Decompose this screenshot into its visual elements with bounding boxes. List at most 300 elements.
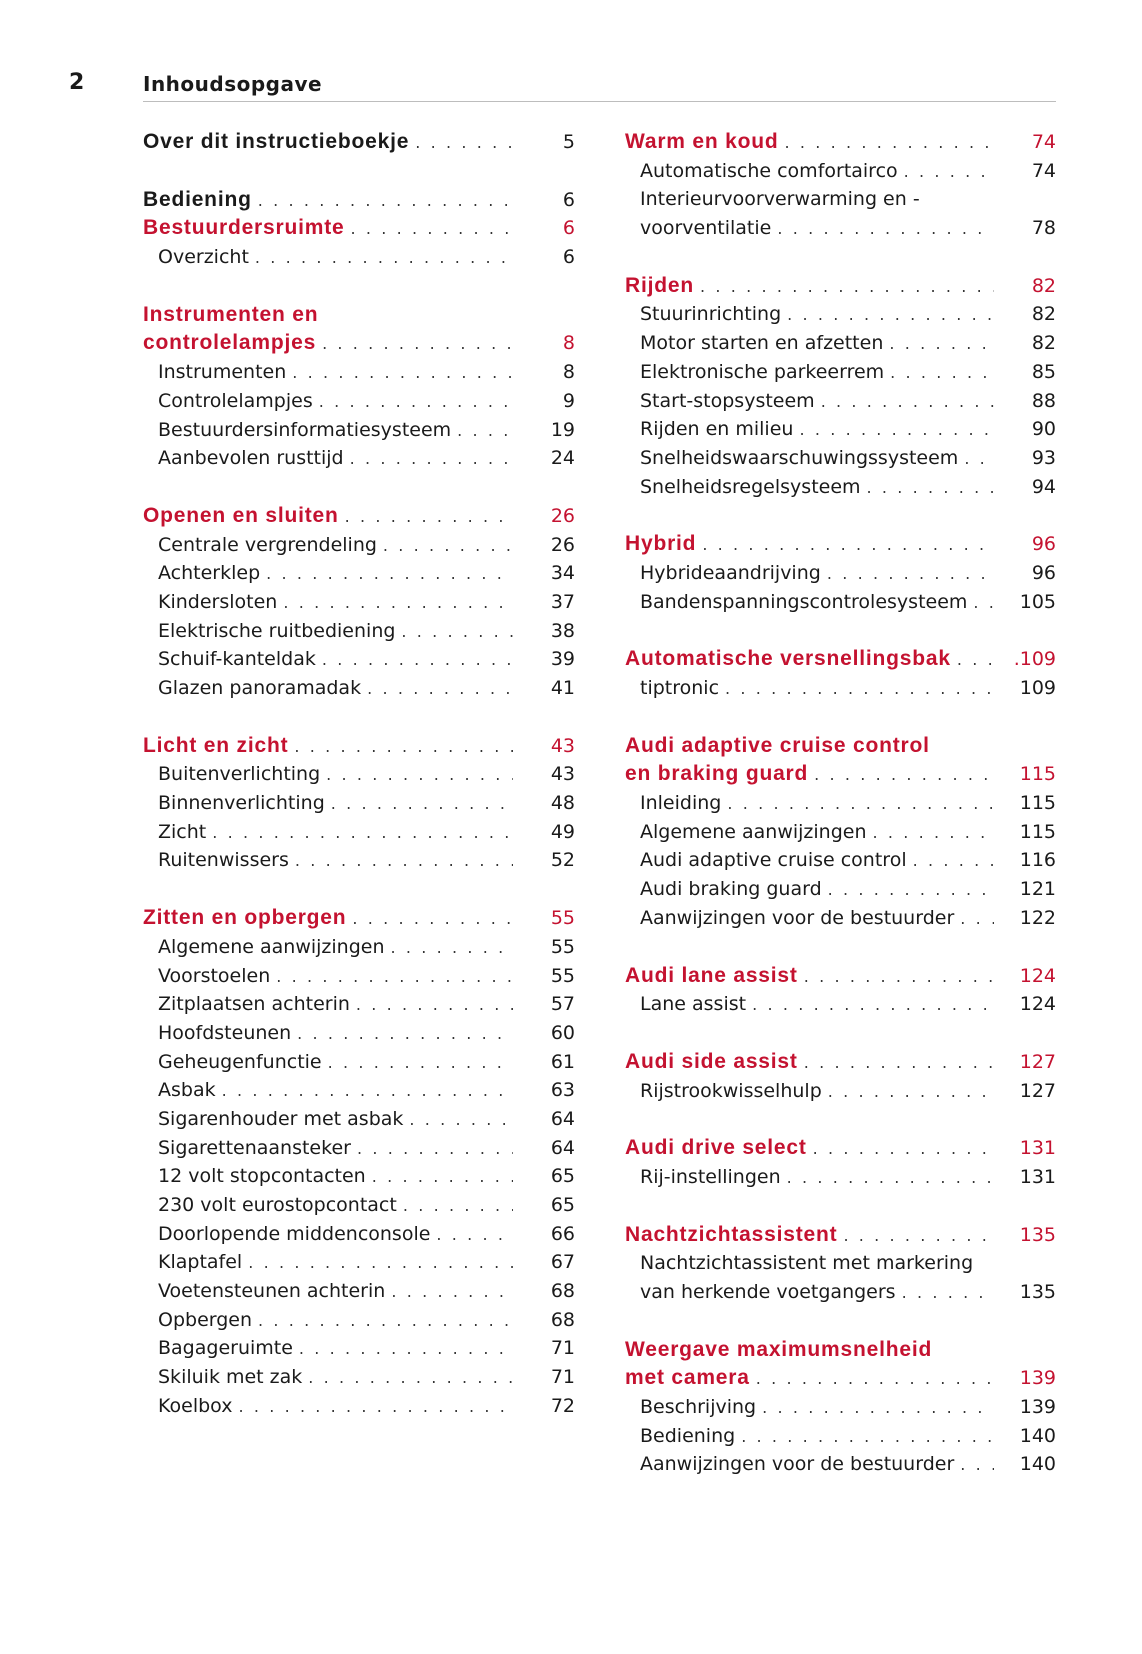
section-heading-page: 5 (562, 131, 575, 153)
dot-leader (255, 244, 513, 273)
toc-entry-label: Glazen panoramadak (158, 677, 362, 699)
dot-leader (295, 847, 513, 876)
dot-leader (403, 1192, 513, 1221)
toc-section (625, 645, 1056, 702)
toc-entry[interactable] (625, 1450, 1056, 1479)
toc-entry[interactable] (625, 1163, 1056, 1192)
dot-leader (828, 876, 994, 905)
toc-entry-label: Elektronische parkeerrem (640, 360, 885, 383)
section-heading[interactable] (143, 732, 575, 761)
toc-right-column (625, 128, 1056, 1508)
toc-entry[interactable] (143, 933, 575, 962)
toc-entry[interactable] (143, 1105, 575, 1134)
toc-entry-label: Snelheidsregelsysteem (640, 475, 861, 498)
section-heading-page: 8 (562, 332, 575, 355)
toc-entry-label: Overzicht (158, 246, 249, 269)
section-heading[interactable] (625, 645, 1056, 674)
dot-leader (222, 1077, 513, 1106)
section-heading-label: controlelampjes (143, 331, 317, 355)
toc-entry[interactable] (625, 674, 1056, 703)
section-heading[interactable] (143, 186, 575, 215)
toc-entry[interactable] (143, 1191, 575, 1220)
section-heading-page: 131 (1019, 1137, 1056, 1160)
dot-leader (357, 1135, 513, 1164)
toc-entry-page: 82 (1031, 332, 1056, 355)
dot-leader (725, 675, 994, 704)
section-heading-label: Instrumenten en (143, 302, 319, 326)
toc-entry-page: 41 (550, 677, 575, 699)
dot-leader (752, 991, 994, 1020)
toc-section (625, 732, 1056, 933)
toc-entry[interactable] (625, 185, 1056, 214)
dot-leader (322, 646, 513, 675)
toc-entry[interactable] (625, 415, 1056, 444)
dot-leader (248, 1249, 513, 1278)
toc-entry[interactable] (143, 789, 575, 818)
toc-entry-label: Sigarenhouder met asbak (158, 1107, 404, 1130)
toc-entry[interactable] (625, 1278, 1056, 1307)
toc-entry-page: 71 (550, 1366, 575, 1389)
dot-leader (964, 445, 994, 474)
section-heading[interactable] (143, 214, 575, 243)
toc-entry-label: Voorstoelen (158, 964, 271, 987)
section-heading-label: Over dit instructieboekje (143, 130, 410, 153)
toc-entry[interactable] (143, 760, 575, 789)
toc-entry[interactable] (143, 990, 575, 1019)
toc-section (625, 1134, 1056, 1191)
toc-entry-label: Achterklep (158, 562, 261, 585)
toc-entry-label: Interieurvoorverwarming en - (640, 188, 920, 211)
toc-entry-label: Koelbox (158, 1394, 233, 1417)
toc-entry-page: 135 (1019, 1281, 1056, 1303)
toc-entry-page: 49 (550, 820, 575, 843)
toc-entry-page: 57 (550, 993, 575, 1016)
toc-entry[interactable] (143, 645, 575, 674)
section-heading-page: 82 (1031, 274, 1056, 297)
dot-leader (238, 1393, 513, 1422)
dot-leader (913, 847, 994, 876)
toc-entry-page: 39 (550, 648, 575, 671)
toc-entry-page: 140 (1019, 1453, 1056, 1476)
dot-leader (960, 905, 994, 934)
toc-entry[interactable] (625, 444, 1056, 473)
toc-entry[interactable] (143, 962, 575, 991)
toc-entry-label: Stuurinrichting (640, 303, 782, 326)
dot-leader (702, 531, 994, 560)
toc-section (625, 1336, 1056, 1479)
toc-entry-label: Controlelampjes (158, 389, 313, 412)
dot-leader (212, 819, 513, 848)
section-heading-label: met camera (625, 1366, 750, 1390)
toc-entry[interactable] (143, 1019, 575, 1048)
toc-entry-page: 48 (550, 792, 575, 815)
dot-leader (828, 1078, 994, 1107)
section-heading-label: Audi lane assist (625, 963, 798, 987)
section-heading-label: Warm en koud (625, 130, 779, 153)
toc-entry-label: Rijden en milieu (640, 418, 794, 441)
toc-entry-page: 122 (1019, 906, 1056, 929)
toc-entry-page: 88 (1031, 389, 1056, 412)
dot-leader (401, 618, 513, 647)
toc-entry-label: Asbak (158, 1079, 216, 1102)
section-heading-page: 115 (1019, 763, 1056, 786)
section-heading-page: .109 (1013, 648, 1056, 671)
toc-entry-page: 66 (550, 1222, 575, 1245)
toc-entry-label: Binnenverlichting (158, 792, 325, 815)
toc-entry-label: Audi braking guard (640, 878, 822, 901)
dot-leader (319, 388, 513, 417)
toc-entry-label: Skiluik met zak (158, 1366, 303, 1389)
dot-leader (804, 1049, 994, 1078)
dot-leader (904, 158, 994, 187)
toc-entry-label: Inleiding (640, 792, 722, 815)
dot-leader (331, 790, 513, 819)
section-heading[interactable] (143, 329, 575, 358)
dot-leader (352, 905, 513, 934)
toc-entry[interactable] (143, 588, 575, 617)
dot-leader (973, 589, 994, 618)
toc-section (625, 1221, 1056, 1307)
section-heading-label: Audi adaptive cruise control (625, 733, 930, 757)
toc-entry[interactable] (143, 1392, 575, 1421)
toc-entry[interactable] (625, 473, 1056, 502)
toc-entry[interactable] (143, 559, 575, 588)
toc-entry-label: 12 volt stopcontacten (158, 1165, 366, 1188)
section-heading-page: 124 (1019, 964, 1056, 987)
toc-entry-page: 8 (562, 361, 575, 384)
dot-leader (960, 1451, 994, 1480)
toc-entry-page: 64 (550, 1136, 575, 1159)
toc-entry-page: 124 (1019, 993, 1056, 1016)
toc-entry-page: 82 (1031, 303, 1056, 326)
toc-entry-page: 34 (550, 562, 575, 585)
dot-leader (457, 417, 513, 446)
toc-entry-label: Beschrijving (640, 1396, 757, 1419)
toc-entry-label: tiptronic (640, 677, 720, 699)
toc-entry[interactable] (143, 1162, 575, 1191)
section-heading[interactable] (143, 904, 575, 933)
section-heading-label: Audi side assist (625, 1049, 798, 1073)
section-heading-label: Licht en zicht (143, 733, 289, 757)
dot-leader (762, 1394, 994, 1423)
toc-entry-label: Ruitenwissers (158, 849, 289, 872)
toc-entry[interactable] (143, 416, 575, 445)
toc-entry[interactable] (143, 617, 575, 646)
toc-section (143, 732, 575, 875)
dot-leader (308, 1364, 513, 1393)
toc-entry-label: Zitplaatsen achterin (158, 993, 350, 1016)
section-heading[interactable] (625, 732, 1056, 761)
dot-leader (292, 359, 513, 388)
toc-entry-page: 93 (1031, 446, 1056, 469)
toc-entry-label: Aanwijzingen voor de bestuurder (640, 1453, 955, 1476)
toc-entry[interactable] (143, 818, 575, 847)
toc-entry-label: Hoofdsteunen (158, 1021, 292, 1044)
toc-entry[interactable] (625, 588, 1056, 617)
toc-entry[interactable] (143, 1076, 575, 1105)
toc-entry-label: Bandenspanningscontrolesysteem (640, 590, 968, 613)
dot-leader (415, 129, 513, 158)
toc-entry[interactable] (625, 157, 1056, 186)
toc-entry-label: Buitenverlichting (158, 763, 321, 786)
toc-entry-page: 115 (1019, 820, 1056, 843)
section-heading-label: Hybrid (625, 532, 697, 556)
toc-entry-label: voorventilatie (640, 217, 772, 240)
page-number: 2 (69, 70, 85, 95)
toc-entry[interactable] (143, 531, 575, 560)
section-heading[interactable] (625, 1048, 1056, 1077)
toc-entry[interactable] (625, 1422, 1056, 1451)
toc-entry[interactable] (143, 1048, 575, 1077)
toc-entry[interactable] (625, 1077, 1056, 1106)
toc-entry-page: 96 (1031, 561, 1056, 584)
dot-leader (777, 215, 994, 244)
dot-leader (821, 388, 994, 417)
dot-leader (804, 963, 994, 992)
toc-left-column (143, 128, 575, 1450)
section-heading[interactable] (625, 1221, 1056, 1250)
section-heading-label: Bediening (143, 187, 252, 211)
toc-entry-page: 60 (550, 1021, 575, 1044)
toc-entry[interactable] (143, 1363, 575, 1392)
toc-entry-label: Bestuurdersinformatiesysteem (158, 418, 452, 441)
toc-section (143, 128, 575, 157)
toc-entry-page: 55 (550, 964, 575, 987)
toc-entry-page: 24 (550, 447, 575, 470)
section-heading-label: Bestuurdersruimte (143, 216, 345, 240)
toc-entry[interactable] (625, 904, 1056, 933)
dot-leader (299, 1335, 513, 1364)
dot-leader (436, 1221, 513, 1250)
toc-entry[interactable] (143, 674, 575, 703)
dot-leader (799, 416, 994, 445)
section-heading[interactable] (625, 128, 1056, 157)
toc-entry-page: 9 (562, 389, 575, 412)
dot-leader (873, 819, 994, 848)
dot-leader (756, 1365, 994, 1394)
toc-entry[interactable] (625, 559, 1056, 588)
toc-entry-label: Automatische comfortairco (640, 159, 898, 182)
toc-entry-page: 67 (550, 1251, 575, 1274)
section-heading[interactable] (625, 1134, 1056, 1163)
dot-leader (902, 1279, 994, 1308)
dot-leader (283, 589, 513, 618)
toc-entry-label: Hybrideaandrijving (640, 561, 821, 584)
toc-entry-page: 85 (1031, 360, 1056, 383)
toc-entry-label: Voetensteunen achterin (158, 1280, 386, 1303)
section-heading-page: 6 (562, 188, 575, 211)
toc-entry[interactable] (625, 990, 1056, 1019)
toc-entry[interactable] (143, 1306, 575, 1335)
toc-entry-label: Start-stopsysteem (640, 389, 815, 412)
dot-leader (294, 733, 513, 762)
toc-entry[interactable] (625, 214, 1056, 243)
section-heading[interactable] (625, 1336, 1056, 1365)
toc-entry-page: 64 (550, 1107, 575, 1130)
toc-entry-page: 65 (550, 1165, 575, 1188)
dot-leader (258, 1307, 513, 1336)
toc-entry-page: 139 (1019, 1396, 1056, 1419)
toc-entry-label: Rij-instellingen (640, 1165, 781, 1188)
toc-entry-label: Bediening (640, 1424, 736, 1447)
dot-leader (276, 963, 513, 992)
toc-entry-page: 26 (550, 533, 575, 556)
toc-entry[interactable] (143, 846, 575, 875)
dot-leader (322, 330, 513, 359)
toc-entry[interactable] (625, 1393, 1056, 1422)
toc-entry[interactable] (625, 358, 1056, 387)
toc-entry[interactable] (143, 1248, 575, 1277)
section-heading-label: Weergave maximumsnelheid (625, 1337, 933, 1361)
section-heading-label: Zitten en opbergen (143, 906, 347, 930)
toc-entry-label: Rijstrookwisselhulp (640, 1079, 822, 1102)
dot-leader (258, 187, 513, 216)
dot-leader (787, 1164, 994, 1193)
section-heading-page: 96 (1031, 533, 1056, 556)
section-heading[interactable] (625, 760, 1056, 789)
toc-entry-label: van herkende voetgangers (640, 1281, 896, 1303)
toc-entry-label: Zicht (158, 820, 207, 843)
dot-leader (957, 646, 994, 675)
dot-leader (391, 934, 513, 963)
toc-entry[interactable] (143, 1134, 575, 1163)
toc-entry-label: Instrumenten (158, 361, 287, 384)
dot-leader (391, 1278, 513, 1307)
toc-section (625, 530, 1056, 616)
section-heading-label: Rijden (625, 273, 694, 297)
toc-entry-page: 43 (550, 763, 575, 786)
toc-entry-label: Snelheidswaarschuwingssysteem (640, 446, 959, 469)
toc-entry[interactable] (143, 1334, 575, 1363)
toc-entry[interactable] (625, 1249, 1056, 1278)
toc-section (625, 128, 1056, 243)
dot-leader (787, 301, 994, 330)
header-divider (143, 101, 1056, 102)
page-title: Inhoudsopgave (143, 72, 323, 96)
dot-leader (367, 675, 513, 704)
section-heading-label: Nachtzichtassistent (625, 1222, 838, 1246)
dot-leader (890, 359, 994, 388)
toc-entry[interactable] (625, 387, 1056, 416)
section-heading[interactable] (143, 301, 575, 330)
toc-entry-label: 230 volt eurostopcontact (158, 1194, 397, 1216)
toc-entry-page: 68 (550, 1308, 575, 1331)
toc-entry-label: Aanwijzingen voor de bestuurder (640, 906, 955, 929)
toc-entry-page: 94 (1031, 475, 1056, 498)
toc-entry[interactable] (625, 789, 1056, 818)
section-heading-page: 6 (562, 217, 575, 240)
toc-entry-label: Lane assist (640, 993, 747, 1016)
section-heading[interactable] (625, 1364, 1056, 1393)
toc-entry[interactable] (143, 358, 575, 387)
toc-entry-page: 72 (550, 1394, 575, 1417)
toc-entry-page: 140 (1019, 1424, 1056, 1447)
toc-section (625, 272, 1056, 502)
section-heading-page: 139 (1019, 1367, 1056, 1390)
toc-section (143, 502, 575, 703)
toc-entry-page: 131 (1019, 1165, 1056, 1188)
toc-entry-label: Klaptafel (158, 1251, 243, 1274)
section-heading[interactable] (143, 128, 575, 157)
toc-entry-page: 127 (1019, 1079, 1056, 1102)
section-heading[interactable] (143, 502, 575, 531)
toc-entry[interactable] (625, 300, 1056, 329)
toc-entry-label: Schuif-kanteldak (158, 648, 316, 671)
toc-entry[interactable] (625, 875, 1056, 904)
dot-leader (785, 129, 994, 158)
toc-entry-label: Bagageruimte (158, 1337, 293, 1360)
toc-entry-page: 19 (550, 418, 575, 441)
toc-entry-page: 55 (550, 935, 575, 958)
toc-entry-page: 116 (1019, 849, 1056, 872)
section-heading[interactable] (625, 272, 1056, 301)
dot-leader (297, 1020, 513, 1049)
section-heading-label: en braking guard (625, 762, 809, 786)
toc-entry[interactable] (143, 444, 575, 473)
section-heading[interactable] (625, 530, 1056, 559)
toc-entry[interactable] (143, 243, 575, 272)
toc-entry-page: 78 (1031, 217, 1056, 240)
toc-section (625, 962, 1056, 1019)
section-heading-label: Audi drive select (625, 1136, 807, 1160)
dot-leader (326, 761, 513, 790)
section-heading-page: 26 (550, 504, 575, 527)
toc-entry-page: 68 (550, 1280, 575, 1303)
toc-entry-page: 61 (550, 1050, 575, 1073)
toc-entry-label: Elektrische ruitbediening (158, 619, 396, 642)
dot-leader (350, 215, 513, 244)
section-heading-page: 74 (1031, 131, 1056, 153)
toc-entry[interactable] (625, 818, 1056, 847)
toc-entry-page: 38 (550, 619, 575, 642)
toc-entry-page: 63 (550, 1079, 575, 1102)
toc-entry-page: 71 (550, 1337, 575, 1360)
toc-entry[interactable] (143, 1220, 575, 1249)
toc-entry-page: 52 (550, 849, 575, 872)
dot-leader (843, 1222, 994, 1251)
dot-leader (889, 330, 994, 359)
toc-entry-page: 37 (550, 590, 575, 613)
toc-entry-label: Nachtzichtassistent met markering (640, 1252, 974, 1275)
dot-leader (372, 1163, 513, 1192)
toc-entry-label: Geheugenfunctie (158, 1050, 322, 1073)
toc-entry-label: Sigarettenaansteker (158, 1136, 351, 1159)
toc-entry-label: Motor starten en afzetten (640, 332, 884, 355)
toc-entry-label: Algemene aanwijzingen (640, 820, 867, 843)
dot-leader (345, 503, 513, 532)
section-heading-page: 135 (1019, 1223, 1056, 1246)
toc-entry-page: 115 (1019, 792, 1056, 815)
toc-entry-label: Centrale vergrendeling (158, 533, 377, 556)
dot-leader (409, 1106, 513, 1135)
section-heading-page: 127 (1019, 1050, 1056, 1073)
section-heading-label: Openen en sluiten (143, 503, 339, 527)
section-heading[interactable] (625, 962, 1056, 991)
toc-section (143, 904, 575, 1420)
toc-entry-page: 109 (1019, 677, 1056, 699)
toc-entry-label: Kindersloten (158, 590, 278, 613)
toc-entry[interactable] (625, 329, 1056, 358)
toc-entry[interactable] (143, 387, 575, 416)
dot-leader (266, 560, 513, 589)
toc-entry-page: 65 (550, 1194, 575, 1216)
toc-entry[interactable] (143, 1277, 575, 1306)
dot-leader (383, 532, 513, 561)
section-heading-page: 55 (550, 907, 575, 930)
toc-entry[interactable] (625, 846, 1056, 875)
dot-leader (867, 474, 994, 503)
dot-leader (328, 1049, 513, 1078)
